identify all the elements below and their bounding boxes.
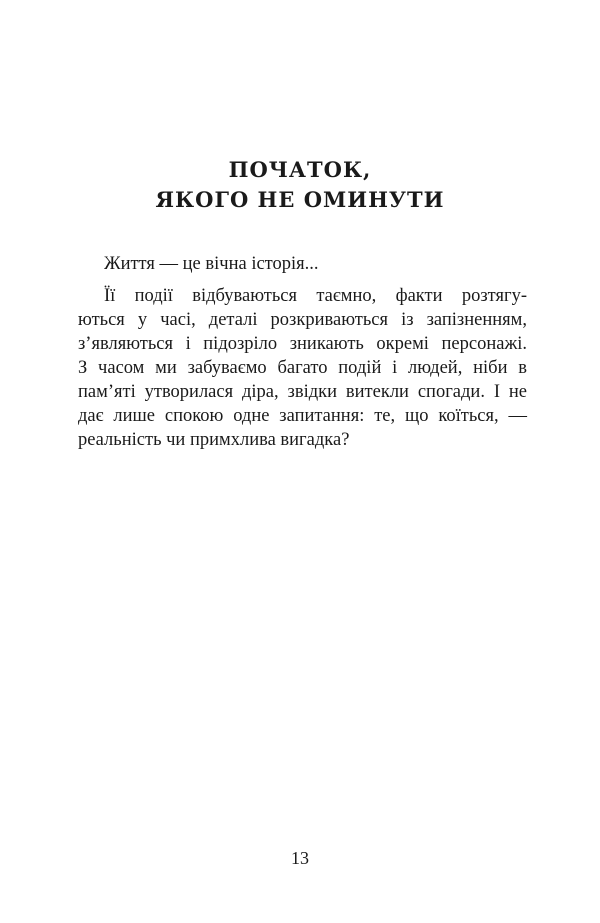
paragraph-2-line: Її події відбуваються таємно, факти розтягу- [104,286,527,306]
chapter-body [78,252,527,452]
page-number: 13 [291,848,309,868]
paragraph-2-line: ються у часі, деталі розкриваються із запізненням, [78,310,527,330]
paragraph-2-line: дає лише спокою одне запитання: те, що коїться, — [78,406,527,426]
paragraph-2-line: пам’яті утворилася діра, звідки витекли спогади. І не [78,382,527,402]
paragraph-2-line: реальність чи примхлива вигадка? [78,430,350,450]
paragraph-2 [78,284,527,452]
chapter-title-line-2: ЯКОГО НЕ ОМИНУТИ [155,187,445,212]
chapter-title-line-1: ПОЧАТОК, [228,157,372,182]
chapter-title [0,155,600,215]
paragraph-2-line: з’являються і підозріло зникають окремі персонажі. [78,334,527,354]
paragraph-1: Життя — це вічна історія... [104,254,319,274]
paragraph-2-line: З часом ми забуваємо багато подій і людей, ніби в [78,358,527,378]
